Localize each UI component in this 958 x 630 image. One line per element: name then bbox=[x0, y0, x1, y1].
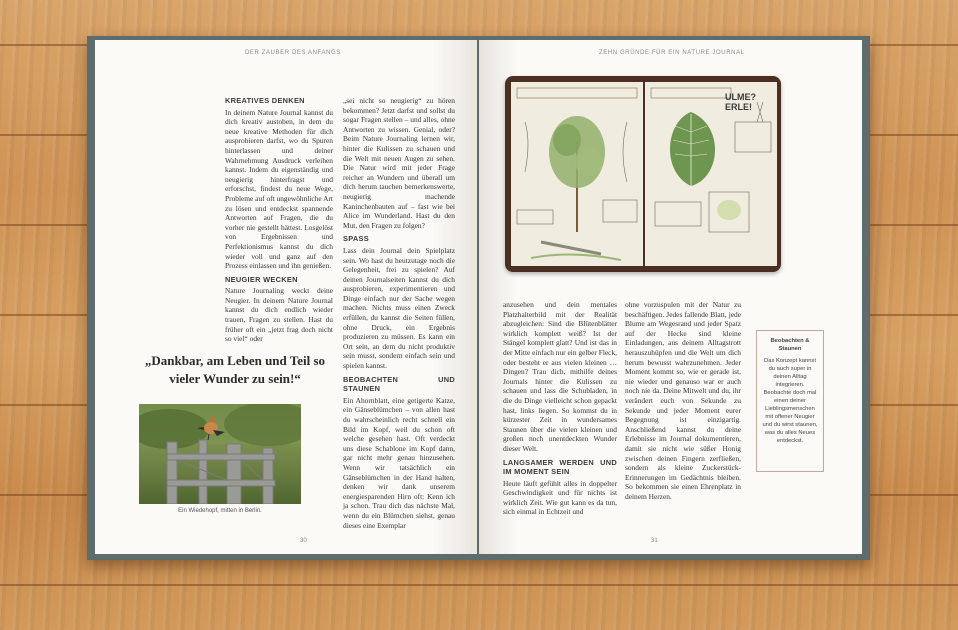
left-page bbox=[95, 40, 477, 554]
open-book bbox=[87, 36, 870, 560]
journal-handwritten-title: ULME? ERLE! bbox=[725, 92, 756, 112]
heading-kreatives-denken: KREATIVES DENKEN bbox=[225, 96, 305, 105]
paragraph: Nature Journaling weckt deine Neugier. In deinem Nature Journal kannst du dich endlich wieder trauen, Fragen zu stellen. Hast du früher oft ein „jetzt frag doch nicht so viel“ oder bbox=[225, 286, 333, 344]
journal-left-page bbox=[511, 82, 643, 266]
photo-caption: Ein Wiedehopf, mitten in Berlin. bbox=[178, 508, 262, 514]
paragraph: Ein Ahornblatt, eine getigerte Katze, ein Gänseblümchen – von allen hast du wahrscheinlich recht schnell ein Bild im Kopf, weil du schon oft welche gesehen hast. Oft verdeckt uns diese Schablone im Kopf dann, gar nicht mehr genau hinzusehen. Wenn wir tatsächlich ein Gänseblümchen in der Hand halten, denken wir dank unserem energiesparenden Hirn oft: Kenn ich ja schon. Trau dich das nächste Mal, wenn du ein Blümchen siehst, genau dieses eine Exemplar bbox=[343, 395, 455, 530]
pull-quote: „Dankbar, am Leben und Teil so vieler Wunder zu sein!“ bbox=[144, 353, 326, 386]
paragraph: Lass dein Journal dein Spielplatz sein. Wo hast du heutzutage noch die Gelegenheit, frei zu spielen? Auf deinen Journalseiten kannst du dich ausprobieren, experimentieren und Dinge einfach nur der Sache wegen machen. Nichts muss einen Zweck erfüllen, du kannst die Seiten füllen, ohne Druck, ein Ergebnis produzieren zu müssen. Es kann ein Ort sein, an dem du nicht produktiv sein musst, sondern einfach sein und spielen kannst. bbox=[343, 245, 455, 371]
page-number-left: 30 bbox=[300, 538, 307, 544]
running-head-left: DER ZAUBER DES ANFANGS bbox=[245, 50, 341, 56]
paragraph: ohne vorzuspulen mit der Natur zu beschäftigen. Jedes fallende Blatt, jede Blume am Wegesrand und jeder Spatz auf der Hecke sind kleine Einladungen, aus deinem Alltagstrott herauszuhüpfen und die Welt um dich herum bewusst wahrzunehmen. Jeder Moment kommt so, wie er gerade ist, nie wieder und genauso war er auch noch nie da. Deine Mitwelt und du, ihr verändert euch von Sekunde zu Sekunde und jeder Moment eurer Begegnung ist einzigartig. Anschließend kannst du deine Erlebnisse im Journal dokumentieren, damit sie nicht wie süßer Honig zwischen deinen Fingern zerfließen, sondern als kleine Zuckerstück-Erinnerungen im Gedächtnis bleiben. So bekommen sie einen Ehrenplatz in deinem Herzen. bbox=[625, 300, 741, 501]
page-number-right: 31 bbox=[651, 538, 658, 544]
paragraph: anzusehen und dein mentales Platzhalterbild mit der Realität abzugleichen: Sind die Blütenblätter wirklich komplett weiß? Ist der Stängel komplett glatt? Und ist das in der Mitte einfach nur ein gelber Fleck, oder besteht er aus vielen kleinen … Dingen? Trau dich, mithilfe deines Journals hinter die Kulissen zu schauen und lass die Schubladen, in die du Dinge vielleicht schon gepackt hast, links liegen. So kommst du in kürzester Zeit in wundersames Staunen über die vielen kleinen und großen noch unentdeckten Wunder dieser Welt. bbox=[503, 300, 617, 453]
leaf-sketch-icon bbox=[670, 112, 715, 186]
paragraph: In deinem Nature Journal kannst du dich kreativ austoben, in dem du neue kreative Methoden für dich ausprobieren darfst, wo du Spuren hinterlassen und deiner Wahrnehmung Ausdruck verleihen kannst. Indem du eigenständig und neugierig hinterfragst und erforschst, findest du neue Wege, Probleme auf oft ungewöhnliche Art zu lösen und entdeckst spannende Antworten auf Fragen, die du vorher nie gestellt hättest. Losgelöst von Ergebnissen und Perfektionismus kannst du dich wieder voll und ganz auf den Prozess einlassen und ihn genießen. bbox=[225, 107, 333, 271]
nature-journal-photo bbox=[505, 76, 781, 272]
running-head-right: ZEHN GRÜNDE FÜR EIN NATURE JOURNAL bbox=[599, 50, 745, 56]
paragraph: „sei nicht so neugierig“ zu hören bekommen? Jetzt darfst und sollst du sogar Fragen stellen – und alles, ohne Antworten zu wissen. Genial, oder? Beim Nature Journaling lernen wir, hinter die Kulissen zu schauen und die Welt mit neuen Augen zu sehen. Die Natur wird mit jeder Frage reicher an Wundern und überall um dich herum tauchen bemerkenswerte, neugierig machende Kaninchenbauten auf – fast wie bei Alice im Wunderland. Hast du den Mut, den Fragen zu folgen? bbox=[343, 96, 455, 230]
sidebar-box-text: Das Konzept kannst du auch super in deinen Alltag integrieren. Beobachte doch mal einen deiner Lieblingsmenschen mit offener Neugier und du wirst staunen, was du alles Neues entdeckst. bbox=[762, 358, 818, 444]
right-page bbox=[479, 40, 862, 554]
sidebar-box bbox=[756, 330, 824, 472]
hoopoe-photo bbox=[139, 404, 301, 504]
heading-neugier-wecken: NEUGIER WECKEN bbox=[225, 274, 298, 284]
heading-spass: SPASS bbox=[343, 234, 370, 244]
sidebar-box-title: Beobachten & Staunen bbox=[770, 338, 810, 352]
left-column-2 bbox=[343, 96, 455, 534]
right-column-1 bbox=[503, 300, 617, 521]
tree-sketch-icon bbox=[549, 116, 605, 232]
heading-beobachten-und-staunen: BEOBACHTEN UND STAUNEN bbox=[343, 374, 455, 394]
paragraph: Heute läuft gefühlt alles in doppelter Geschwindigkeit und für nichts ist wirklich Zeit. Wie gut kann es da tun, sich einmal in Echtzeit und bbox=[503, 478, 617, 517]
left-column-1 bbox=[225, 92, 333, 348]
right-column-2 bbox=[625, 300, 741, 505]
heading-langsamer-werden: LANGSAMER WERDEN UND IM MOMENT SEIN bbox=[503, 457, 617, 477]
